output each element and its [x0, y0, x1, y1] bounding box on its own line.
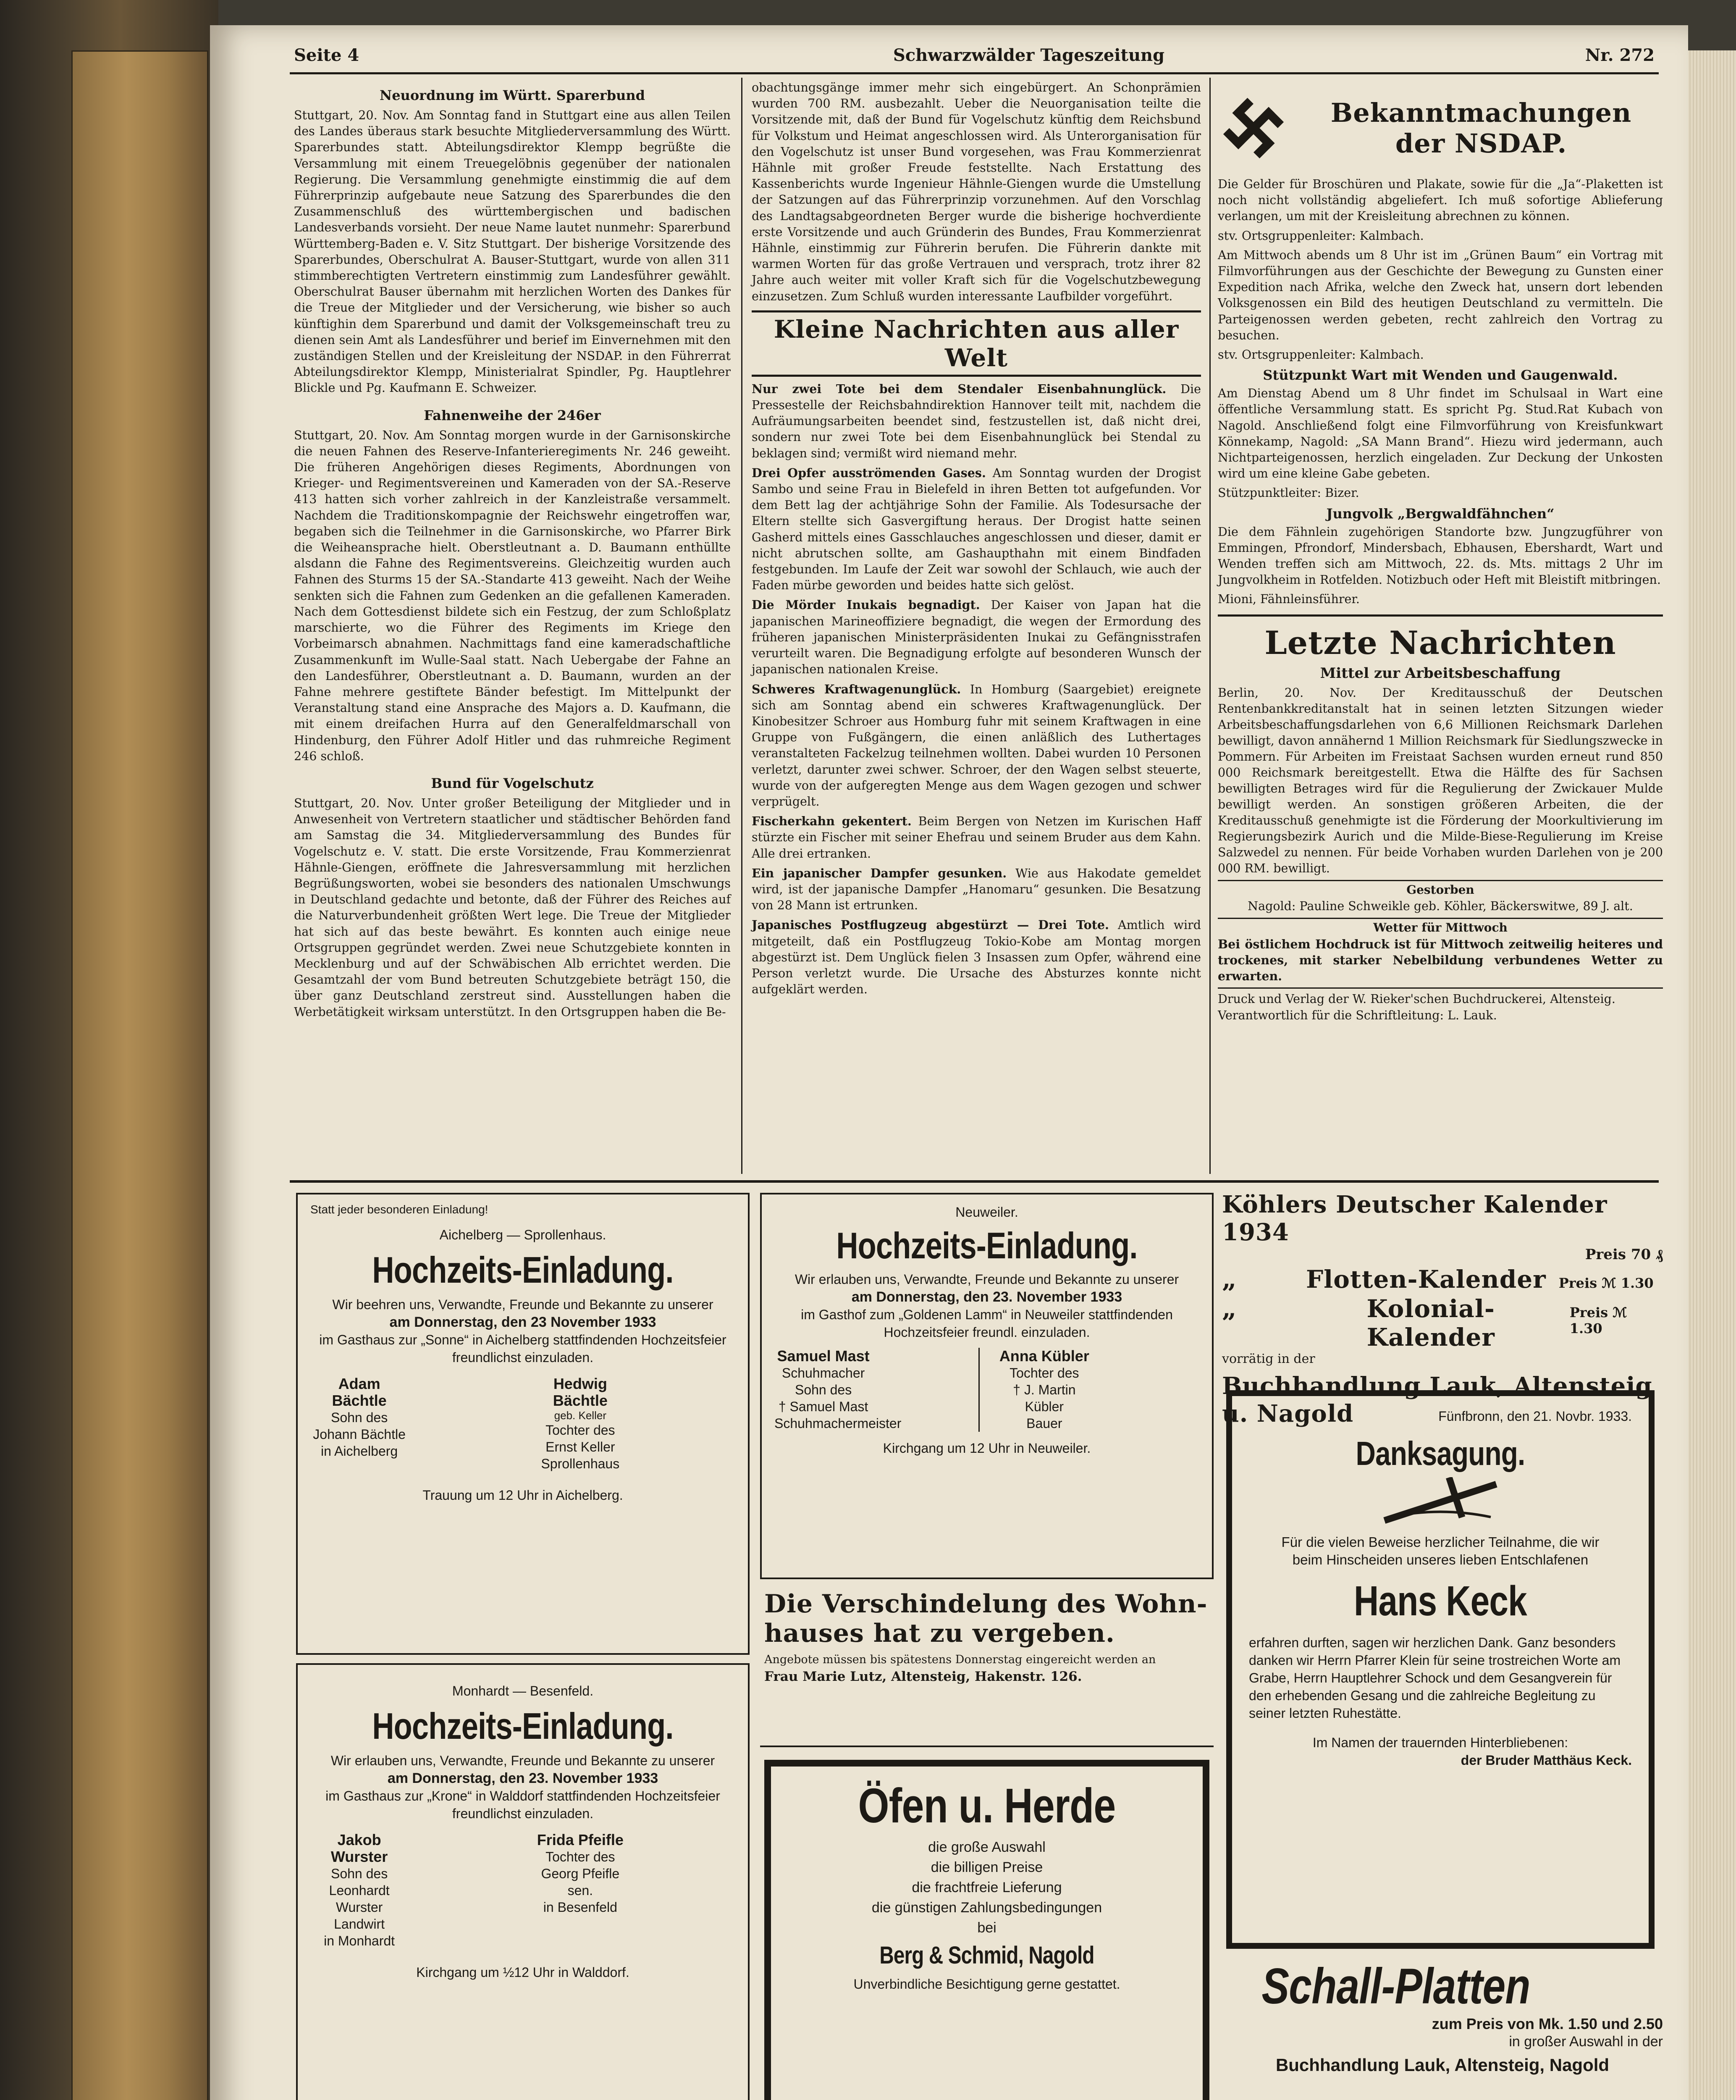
news-item — [752, 865, 1201, 914]
bride-line: Ernst Keller — [545, 1439, 615, 1454]
news-item-lead: Nur zwei Tote bei dem Stendaler Eisenbahnunglück. — [752, 381, 1167, 396]
bride-name: Hedwig Bächtle — [553, 1375, 608, 1409]
stove-ad-footer: Unverbindliche Besichtigung gerne gestattet. — [853, 1977, 1120, 1992]
tender-address: Frau Marie Lutz, Altensteig, Hakenstr. 126. — [764, 1669, 1082, 1684]
calendar-price: Preis ℳ 1.30 — [1569, 1305, 1627, 1336]
ad-invite: Wir beehren uns, Verwandte, Freunde und Bekannte zu unserer — [332, 1297, 713, 1312]
groom-line: Johann Bächtle — [313, 1427, 406, 1442]
ad-date: am Donnerstag, den 23. November 1933 — [387, 1770, 658, 1786]
page-number: Seite 4 — [294, 45, 359, 65]
ad-footer: Kirchgang um 12 Uhr in Neuweiler. — [883, 1441, 1091, 1456]
news-item-lead: Japanisches Postflugzeug abgestürzt — Drei Tote. — [752, 918, 1109, 932]
groom — [310, 1832, 514, 1949]
page-edges — [1684, 50, 1736, 2100]
calendar-price: Preis 70 ₰ — [1585, 1246, 1663, 1263]
couple-names — [774, 1348, 1199, 1432]
groom-line: Schuhmachermeister — [774, 1416, 902, 1431]
tender-text: Angebote müssen bis spätestens Donnerstag eingereicht werden an — [764, 1653, 1156, 1666]
notice-text: Am Mittwoch abends um 8 Uhr ist im „Grünen Baum“ ein Vortrag mit Filmvorführungen aus der Geschichte der Bewegung zu Gunsten einer Expedition nach Afrika, welche den Zweck hat, unsern dort lebenden Volksgenossen ein Bild des heutigen Deutschland zu vermitteln. Die Parteigenossen werden gebeten, recht zahlreich den Vortrag zu besuchen. — [1218, 248, 1663, 342]
section-banner — [752, 310, 1201, 377]
stove-shop-ad — [764, 1760, 1209, 2100]
thanks-text: erfahren durften, sagen wir herzlichen Dank. Ganz besonders danken wir Herrn Pfarrer Klein für seine trostreichen Worte am Grabe, Herrn Hauptlehrer Schock und dem Gesangverein für den erhebenden Gesang und die zahlreiche Begleitung zu seiner letzten Ruhestätte. — [1249, 1635, 1621, 1721]
couple-names — [310, 1832, 735, 1949]
article-body: Stuttgart, 20. Nov. Unter großer Beteiligung der Mitglieder und in Anwesenheit von Vertretern staatlicher und städtischer Behörden fand am Samstag die 34. Mitgliederversammlung des Bundes für Vogelschutz e. V. statt. Die erste Vorsitzende, Frau Kommerzienrat Hähnle-Giengen, eröffnete die Jahresversammlung mit herzlichen Begrüßungsworten, wobei sie besonders des nationalen Umschwungs in Deutschland gedachte und betonte, daß der Führer des Reiches auf die Naturverbundenheit größten Wert lege. Die Treue der Mitglieder hat sich auf das beste bewährt. Es konnten auch einige neue Ortsgruppen gegründet werden. Zwei neue Schutzgebiete konnten in Mecklenburg und auf der Schwäbischen Alb errichtet werden. Die Gesamtzahl der vom Bund betreuten Schutzgebiete beträgt 150, die über ganz Deutschland zerstreut sind. Ausstellungen haben die Werbetätigkeit wirksam unterstützt. In den Ortsgruppen haben die Be- — [294, 796, 731, 1019]
news-item-lead: Ein japanischer Dampfer gesunken. — [752, 866, 1007, 880]
records-price: zum Preis von Mk. 1.50 und 2.50 — [1432, 2015, 1663, 2032]
newspaper-page — [210, 25, 1688, 2100]
obituary-block — [1218, 880, 1663, 914]
news-item-lead: Schweres Kraftwagenunglück. — [752, 682, 961, 696]
latest-news-block — [1218, 614, 1663, 877]
news-item-text: In Homburg (Saargebiet) ereignete sich am Sonntag abend ein schweres Kraftwagenunglück. Der Kinobesitzer Schroer aus Homburg fuhr mit seinem Kraftwagen in eine Gruppe von Fußgängern, die einen anläßlich des Luthertages veranstalteten Fackelzug teilnehmen wollten. Dabei wurden 10 Personen verletzt, darunter zwei schwer. Schroer, der den Wagen selbst steuerte, wurde von der aufgeregten Menge aus dem Wagen gezogen und schwer verprügelt. — [752, 682, 1201, 808]
cross-emblem-icon — [1373, 1477, 1508, 1528]
column-3 — [1218, 80, 1663, 1024]
bride-line: Sprollenhaus — [541, 1456, 620, 1471]
notice-text: Am Dienstag Abend um 8 Uhr findet im Schulsaal in Wart eine öffentliche Versammlung statt. Es spricht Pg. Stud.Rat Kubach von Nagold. Anschließend folgt eine Filmvorführung von Kreisfunkwart Könnekamp, Nagold: „SA Mann Brand“. Hiezu wird jedermann, auch Nichtparteigenossen, herzlich eingeladen. Zur Deckung der Unkosten wird um eine kleine Gabe gebeten. — [1218, 386, 1663, 481]
calendar-row — [1222, 1294, 1663, 1352]
tender-title-line1: Die Verschindelung des Wohn- — [764, 1589, 1208, 1619]
bride-line: geb. Keller — [554, 1409, 606, 1422]
ad-footer: Kirchgang um ½12 Uhr in Walddorf. — [416, 1965, 629, 1980]
imprint — [1218, 987, 1663, 1023]
couple-names — [310, 1376, 735, 1472]
groom-line: Sohn des — [795, 1382, 852, 1397]
records-line: in großer Auswahl in der — [1509, 2034, 1663, 2050]
news-item-text: Am Sonntag wurden der Drogist Sambo und seine Frau in Bielefeld in ihren Betten tot aufgefunden. Vor dem Bett lag der achtjährige Sohn der Familie. Als Todesursache der Eltern stellte sich Gasvergiftung heraus. Der Drogist hatte seinen Gasherd mittels eines Gasschlauches angeschlossen und dieser, damit er nicht abrutschen sollte, am Gashaupthahn mit einem Bindfaden festgebunden. Im Laufe der Zeit war sowohl der Schlauch, wie auch der Faden mürbe geworden und beides hatte sich gelöst. — [752, 466, 1201, 593]
article-title: Neuordnung im Württ. Sparerbund — [379, 87, 645, 103]
groom-line: Schuhmacher — [781, 1365, 865, 1381]
ditto-mark: „ — [1222, 1294, 1237, 1323]
notice-heading: Jungvolk „Bergwaldfähnchen“ — [1326, 505, 1555, 522]
issue-number: Nr. 272 — [1585, 45, 1655, 65]
bride-line: Georg Pfeifle sen. — [541, 1866, 620, 1898]
news-item — [752, 597, 1201, 677]
thank-you-notice — [1226, 1390, 1655, 1949]
section-title: Kleine Nachrichten aus aller Welt — [774, 315, 1179, 372]
thanks-signature: Im Namen der trauernden Hinterbliebenen: — [1312, 1735, 1568, 1750]
calendar-item: Kolonial-Kalender — [1366, 1294, 1495, 1352]
groom-line: Leonhardt Wurster — [329, 1883, 390, 1915]
stove-ad-line: die große Auswahl — [928, 1839, 1046, 1855]
thanks-place-date: Fünfbronn, den 21. Novbr. 1933. — [1438, 1409, 1632, 1424]
ad-place: Monhardt — Besenfeld. — [452, 1683, 594, 1698]
calendar-title: Köhlers Deutscher Kalender 1934 — [1222, 1191, 1608, 1246]
news-item — [752, 381, 1201, 462]
records-bookshop: Buchhandlung Lauk, Altensteig, Nagold — [1275, 2055, 1610, 2075]
wedding-invitation-ad — [760, 1193, 1214, 1579]
groom-line: † Samuel Mast — [778, 1399, 868, 1414]
ad-preline: Statt jeder besonderen Einladung! — [310, 1203, 488, 1216]
groom-line: in Aichelberg — [320, 1444, 398, 1459]
ad-date: am Donnerstag, den 23. November 1933 — [851, 1289, 1122, 1305]
ad-title: Hochzeits-Einladung. — [836, 1225, 1138, 1266]
notice-signature: stv. Ortsgruppenleiter: Kalmbach. — [1218, 348, 1424, 362]
article-body: Stuttgart, 20. Nov. Am Sonntag morgen wurde in der Garnisonskirche die neuen Fahnen des Reserve-Infanterieregiments Nr. 246 geweiht. Die früheren Angehörigen dieses Regiments, Abordnungen von Krieger- und Regimentsvereinen und Kameraden von der SA.-Reserve 413 hatten sich vorher zahlreich in der Kanzleistraße versammelt. Nachdem die Traditionskompagnie der Reichswehr eingetroffen war, begaben sich die Teilnehmer in die Garnisonskirche, wo Pfarrer Birk die Weiheansprache hielt. Oberstleutnant a. D. Baumann enthüllte alsdann die Fahne des Regimentsvereins. Gleichzeitig wurden auch Fahnen des Sturms 15 der SA.-Standarte 413 geweiht. Nach der Weihe senkten sich die Fahnen zum Gedenken an die gefallenen Kameraden. Nach dem Gottesdienst bildete sich ein Festzug, der zum Schloßplatz marschierte, wo die Führer des Regiments im Kriege den Vorbeimarsch abnahmen. Nachmittags fand eine kameradschaftliche Zusammenkunft im Wulle-Saal statt. Nach Uebergabe der Fahne an den Landesführer, Oberstleutnant a. D. Baumann, wurden an der Fahne mehrere gestiftete Bänder befestigt. Im Mittelpunkt der Veranstaltung stand eine Ansprache des Majors a. D. Kaufmann, die mit einem dreifachen Hurra auf den Generalfeldmarschall von Hindenburg, den Führer Adolf Hitler und das ruhmreiche Regiment 246 schloß. — [294, 428, 731, 763]
latest-news-title: Letzte Nachrichten — [1264, 624, 1616, 662]
ad-place: Aichelberg — Sprollenhaus. — [439, 1227, 606, 1242]
groom-name: Adam Bächtle — [332, 1375, 387, 1409]
wedding-invitation-ad — [296, 1663, 750, 2100]
article-body: Stuttgart, 20. Nov. Am Sonntag fand in Stuttgart eine aus allen Teilen des Landes überaus stark besuchte Mitgliederversammlung des Württ. Sparerbundes statt. Abteilungsdirektor Klempp begrüßte die Versammlung mit einem Treuegelöbnis gegenüber der nationalen Regierung. Die Versammlung genehmigte einstimmig die auf dem Führerprinzip aufgebaute neue Satzung des Sparerbundes die den Zusammenschluß des württembergischen und badischen Landesverbands vorsieht. Der neue Name lautet nunmehr: Sparerbund Württemberg-Baden e. V. Sitz Stuttgart. Der bisherige Vorsitzende des Sparerbundes, Oberschulrat A. Bauser-Stuttgart, wurde von allen 311 stimmberechtigten Vertretern einstimmig zum Landesführer gewählt. Oberschulrat Bauser übernahm mit herzlichen Worten des Dankes für die Treue der Mitglieder und der Versicherung, wie bisher so auch künftighin dem Sparerbund und damit der Volksgemeinschaft treu zu dienen sein Amt als Landesführer und berief im Einvernehmen mit den zuständigen Stellen und der Kreisleitung der NSDAP. in den Führerrat Abteilungsdirektor Klempp, Ministerialrat Spindler, Pg. Hauptlehrer Blickle und Pg. Kaufmann E. Schweizer. — [294, 108, 731, 395]
groom-line: in Monhardt — [324, 1933, 395, 1948]
obituary-heading: Gestorben — [1406, 882, 1474, 897]
ad-footer: Trauung um 12 Uhr in Aichelberg. — [422, 1488, 623, 1503]
article-continuation: obachtungsgänge immer mehr sich eingebürgert. An Schonprämien wurden 700 RM. ausbezahlt. Ueber die Neuorganisation teilte die Vorsitzende mit, daß der Bund für Vogelschutz künftig dem Reichsbund für Volkstum und Heimat angeschlossen wird. Als Unterorganisation für den Vogelschutz ist unser Bund vorgesehen, was Frau Kommerzienrat Hähnle mit großer Freude feststellte. Nach Erstattung des Kassenberichts wurde Ingenieur Hähnle-Giengen wurde die Umstellung der Satzungen auf das Führerprinzip vorzunehmen. Auf den Vorschlag des Landtagsabgeordneten Berger wurde die bisherige hochverdiente erste Vorsitzende und auch Gründerin des Bundes, Frau Kommerzienrat Hähnle, einstimmig zur Führerin berufen. Die Führerin dankte mit warmen Worten für das große Vertrauen und versprach, trotz ihrer 82 Jahre auch weiter mit voller Kraft sich für die Vogelschutzbewegung einzusetzen. Zum Schluß wurden interessante Laufbilder vorgeführt. — [752, 81, 1201, 303]
tender-notice-ad — [760, 1588, 1214, 1747]
news-item — [752, 681, 1201, 810]
news-item — [752, 917, 1201, 998]
news-item — [752, 465, 1201, 594]
calendar-item: Flotten-Kalender — [1306, 1265, 1546, 1294]
records-ad — [1222, 1957, 1663, 2100]
news-item — [752, 813, 1201, 862]
nsdap-title — [1299, 97, 1663, 159]
weather-text: Bei östlichem Hochdruck ist für Mittwoch zeitweilig heiteres und trockenes, mit starker Nebelbildung verbundenes Wetter zu erwarten. — [1218, 937, 1663, 984]
ad-title: Hochzeits-Einladung. — [372, 1249, 674, 1291]
latest-news-subtitle: Mittel zur Arbeitsbeschaffung — [1320, 664, 1561, 682]
notice-signature: Mioni, Fähnleinsführer. — [1218, 592, 1360, 606]
weather-heading: Wetter für Mittwoch — [1373, 920, 1508, 934]
ads-divider — [290, 1180, 1659, 1183]
news-item-text: Amtlich wird mitgeteilt, daß ein Postflugzeug Tokio-Kobe am Montag morgen abgestürzt ist. Dem Unglück fielen 3 Insassen zum Opfer, während eine Person verletzt wurde. Die Ursache des Absturzes konnte nicht aufgeklärt werden. — [752, 918, 1201, 997]
notice-text: Die Gelder für Broschüren und Plakate, sowie für die „Ja“-Plaketten ist noch nicht vollständig abgeliefert. Ich muß sofortige Ablieferung verlangen, um mit der Kreisleitung abrechnen zu können. — [1218, 177, 1663, 223]
newspaper-title: Schwarzwälder Tageszeitung — [893, 45, 1165, 65]
ad-title: Hochzeits-Einladung. — [372, 1705, 674, 1747]
ad-location: im Gasthaus zur „Krone“ in Walddorf stattfindenden Hochzeitsfeier freundlichst einzuladen. — [325, 1788, 720, 1821]
news-item-lead: Drei Opfer ausströmenden Gases. — [752, 465, 986, 480]
groom-name: Samuel Mast — [777, 1347, 870, 1365]
bride-line: Tochter des — [545, 1423, 615, 1438]
header-rule — [290, 72, 1659, 74]
wedding-invitation-ad — [296, 1193, 750, 1655]
latest-news-text: Berlin, 20. Nov. Der Kreditausschuß der Deutschen Rentenbankkreditanstalt hat in seinen letzten Sitzungen wieder Arbeitsbeschaffungsdarlehen von 6,6 Millionen Reichsmark Darlehen bewilligt, davon annähernd 1 Million Reichsmark für Siedlungszwecke in Pommern. Für Arbeiten im Freistaat Sachsen wurden erneut rund 850 000 Reichsmark bereitgestellt. Etwa die Hälfte des für Sachsen bewilligten Betrages wird für die Regulierung der Zwickauer Mulde bewilligt werden. An sonstigen größeren Arbeiten, die der Kreditausschuß genehmigte ist die Förderung der Moorkultivierung im Regierungsbezirk Aurich und die Milde-Biese-Regulierung im Kreise Salzwedel zu nennen. Für beide Vorhaben wurden Darlehen von je 200 000 RM. bewilligt. — [1218, 685, 1663, 875]
obituary-text: Nagold: Pauline Schweikle geb. Köhler, Bäckerswitwe, 89 J. alt. — [1248, 899, 1633, 913]
ad-invite: Wir erlauben uns, Verwandte, Freunde und Bekannte zu unserer — [795, 1272, 1179, 1287]
stove-ad-line: die günstigen Zahlungsbedingungen — [871, 1900, 1102, 1916]
news-item-text: Wie aus Hakodate gemeldet wird, ist der japanische Dampfer „Hanomaru“ gesunken. Die Besatzung von 28 Mann ist ertrunken. — [752, 866, 1201, 913]
tender-title-line2: hauses hat zu vergeben. — [764, 1619, 1115, 1648]
stove-ad-line: bei — [977, 1920, 996, 1936]
groom-name: Jakob Wurster — [330, 1831, 388, 1865]
article-title: Bund für Vogelschutz — [431, 775, 594, 791]
groom-line: Sohn des — [330, 1866, 388, 1881]
calendar-bookshop: Buchhandlung Lauk, Altensteig u. Nagold — [1222, 1372, 1652, 1428]
groom-line: Sohn des — [330, 1410, 388, 1425]
stove-ad-line: die frachtfreie Lieferung — [912, 1880, 1062, 1895]
weather-block — [1218, 918, 1663, 984]
news-item-text: Beim Bergen von Netzen im Kurischen Haff stürzte ein Fischer mit seiner Ehefrau und seinem Bruder aus dem Kahn. Alle drei ertranken. — [752, 814, 1201, 861]
ad-invite: Wir erlauben uns, Verwandte, Freunde und Bekannte zu unserer — [330, 1753, 715, 1768]
notice-heading: Stützpunkt Wart mit Wenden und Gaugenwald. — [1263, 367, 1618, 383]
book-spine — [71, 50, 208, 2100]
column-1 — [294, 80, 731, 1024]
bride-name: Frida Pfeifle — [537, 1831, 624, 1848]
notice-signature: stv. Ortsgruppenleiter: Kalmbach. — [1218, 228, 1424, 243]
calendar-row — [1222, 1265, 1663, 1294]
notice-text: Die dem Fähnlein zugehörigen Standorte bzw. Jungzugführer von Emmingen, Pfrondorf, Mindersbach, Ebhausen, Ebershardt, Wart und Wenden treffen sich am Mittwoch, 22. ds. Mts. mittags 2 Uhr im Jungvolkheim in Rotfelden. Notizbuch oder Heft mit Bleistift mitbringen. — [1218, 525, 1663, 587]
ad-location: im Gasthof zum „Goldenen Lamm“ in Neuweiler stattfindenden Hochzeitsfeier freundl. einzuladen. — [801, 1307, 1173, 1340]
bride — [531, 1376, 735, 1472]
bride-line: Bauer — [1026, 1416, 1062, 1431]
nsdap-title-line1: Bekanntmachungen — [1330, 97, 1632, 128]
records-title: Schall-Platten — [1261, 1958, 1530, 2014]
bride — [531, 1832, 735, 1949]
bride-line: † J. Martin Kübler — [1013, 1382, 1076, 1414]
imprint-editor: Verantwortlich für die Schriftleitung: L. Lauk. — [1218, 1008, 1497, 1022]
thanks-text: Für die vielen Beweise herzlicher Teilnahme, die wir beim Hinscheiden unseres lieben Entschlafenen — [1281, 1534, 1600, 1567]
calendar-price: Preis ℳ 1.30 — [1558, 1275, 1654, 1291]
groom — [310, 1376, 514, 1472]
deceased-name: Hans Keck — [1354, 1578, 1527, 1625]
calendar-available: vorrätig in der — [1222, 1352, 1315, 1366]
bride — [995, 1348, 1199, 1432]
stove-ad-firm: Berg & Schmid, Nagold — [879, 1942, 1094, 1969]
imprint-publisher: Druck und Verlag der W. Rieker'schen Buchdruckerei, Altensteig. — [1218, 992, 1615, 1006]
bride-line: Tochter des — [1010, 1365, 1079, 1381]
news-item-lead: Die Mörder Inukais begnadigt. — [752, 598, 980, 612]
nsdap-title-line2: der NSDAP. — [1395, 128, 1567, 159]
ad-place: Neuweiler. — [955, 1205, 1018, 1220]
ditto-mark: „ — [1222, 1265, 1237, 1294]
news-item-text: Der Kaiser von Japan hat die japanischen Marineoffiziere begnadigt, die wegen der Ermordung des früheren japanischen Ministerpräsidenten Inukai zu Gefängnisstrafen verurteilt waren. Die Begnadigung erfolgte auf besonderen Wunsch der japanischen nationalen Kreise. — [752, 598, 1201, 677]
news-item-text: Die Pressestelle der Reichsbahndirektion Hannover teilt mit, nachdem die Aufräumungsarbeiten beendet sind, festzustellen ist, daß nicht drei, sondern nur zwei Tote bei dem Eisenbahnunglück bei Stendal zu beklagen sind; vermißt wird niemand mehr. — [752, 382, 1201, 460]
ad-date: am Donnerstag, den 23 November 1933 — [389, 1314, 656, 1330]
ad-location: im Gasthaus zur „Sonne“ in Aichelberg stattfindenden Hochzeitsfeier freundlichst einzuladen. — [319, 1332, 726, 1365]
groom-line: Landwirt — [334, 1916, 385, 1932]
news-item-lead: Fischerkahn gekentert. — [752, 814, 912, 829]
nsdap-header — [1218, 80, 1663, 176]
thanks-title: Danksagung. — [1356, 1435, 1525, 1472]
stove-ad-line: die billigen Preise — [931, 1859, 1043, 1875]
stove-ad-title: Öfen u. Herde — [858, 1778, 1116, 1833]
swastika-emblem — [1218, 92, 1289, 164]
notice-signature: Stützpunktleiter: Bizer. — [1218, 486, 1359, 500]
column-2 — [752, 80, 1201, 1001]
column-rule — [741, 78, 742, 1174]
groom — [774, 1348, 980, 1432]
column-rule — [1209, 78, 1211, 1174]
article-title: Fahnenweihe der 246er — [424, 407, 601, 423]
bride-name: Anna Kübler — [999, 1347, 1089, 1365]
bride-line: Tochter des — [545, 1849, 615, 1864]
bride-line: in Besenfeld — [543, 1900, 617, 1915]
thanks-signature: der Bruder Matthäus Keck. — [1461, 1753, 1632, 1768]
